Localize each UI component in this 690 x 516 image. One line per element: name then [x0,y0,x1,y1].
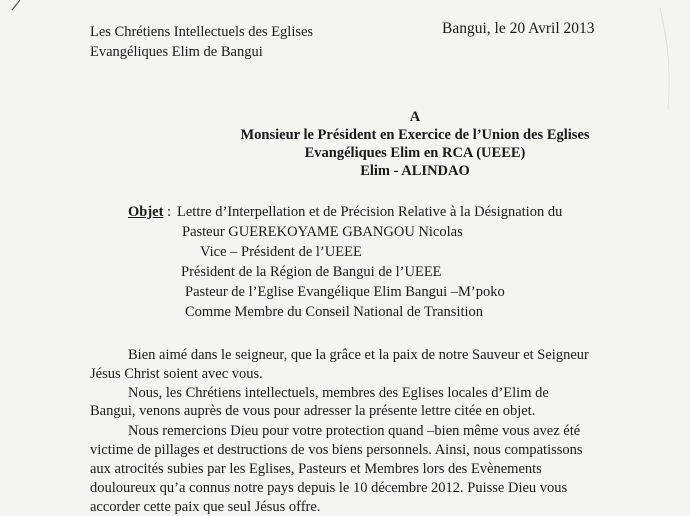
body-p2-line-2: Bangui, venons auprès de vous pour adresser la présente lettre citée en objet. [90,403,536,419]
subject-label: Objet [128,204,164,220]
subject-line-5: Pasteur de l’Eglise Evangélique Elim Bangui –M’poko [185,284,505,300]
subject-line-2: Pasteur GUEREKOYAME GBANGOU Nicolas [182,224,463,240]
body-p3-line-4: douloureux qu’a connus notre pays depuis le 10 décembre 2012. Puisse Dieu vous [90,480,568,496]
recipient-line-2: Evangéliques Elim en RCA (UEEE) [304,145,526,161]
sender-line-1: Les Chrétiens Intellectuels des Eglises [90,24,314,40]
body-p3-line-1: Nous remercions Dieu pour votre protection quand –bien même vous avez été [128,423,581,439]
body-p1-line-1: Bien aimé dans le seigneur, que la grâce et la paix de notre Sauveur et Seigneur [128,347,589,363]
recipient-block [180,108,650,180]
recipient-line-1: Monsieur le Président en Exercice de l’Union des Eglises [240,127,590,143]
letter-date: Bangui, le 20 Avril 2013 [442,20,595,37]
sender-block [90,22,313,62]
recipient-a: A [409,109,421,125]
body-p3-line-5: accorder cette paix que seul Jésus offre. [90,499,321,515]
body-p1-line-2: Jésus Christ soient avec vous. [90,366,263,382]
subject-line-1: Lettre d’Interpellation et de Précision Relative à la Désignation du [177,204,563,220]
sender-line-2: Evangéliques Elim de Bangui [90,44,263,60]
body-p3-line-3: aux atrocités subies par les Eglises, Pasteurs et Membres lors des Evènements [90,461,542,477]
subject-line-3: Vice – Président de l’UEEE [200,244,362,260]
subject-colon: : [167,204,172,220]
recipient-line-3: Elim - ALINDAO [360,163,470,179]
subject-line-4: Président de la Région de Bangui de l’UEEE [181,264,442,280]
subject-line-6: Comme Membre du Conseil National de Transition [185,304,484,320]
body-p2-line-1: Nous, les Chrétiens intellectuels, membres des Eglises locales d’Elim de [128,385,549,401]
body-p3-line-2: victime de pillages et destructions de vos biens personnels. Ainsi, nous compatissons [90,442,583,458]
